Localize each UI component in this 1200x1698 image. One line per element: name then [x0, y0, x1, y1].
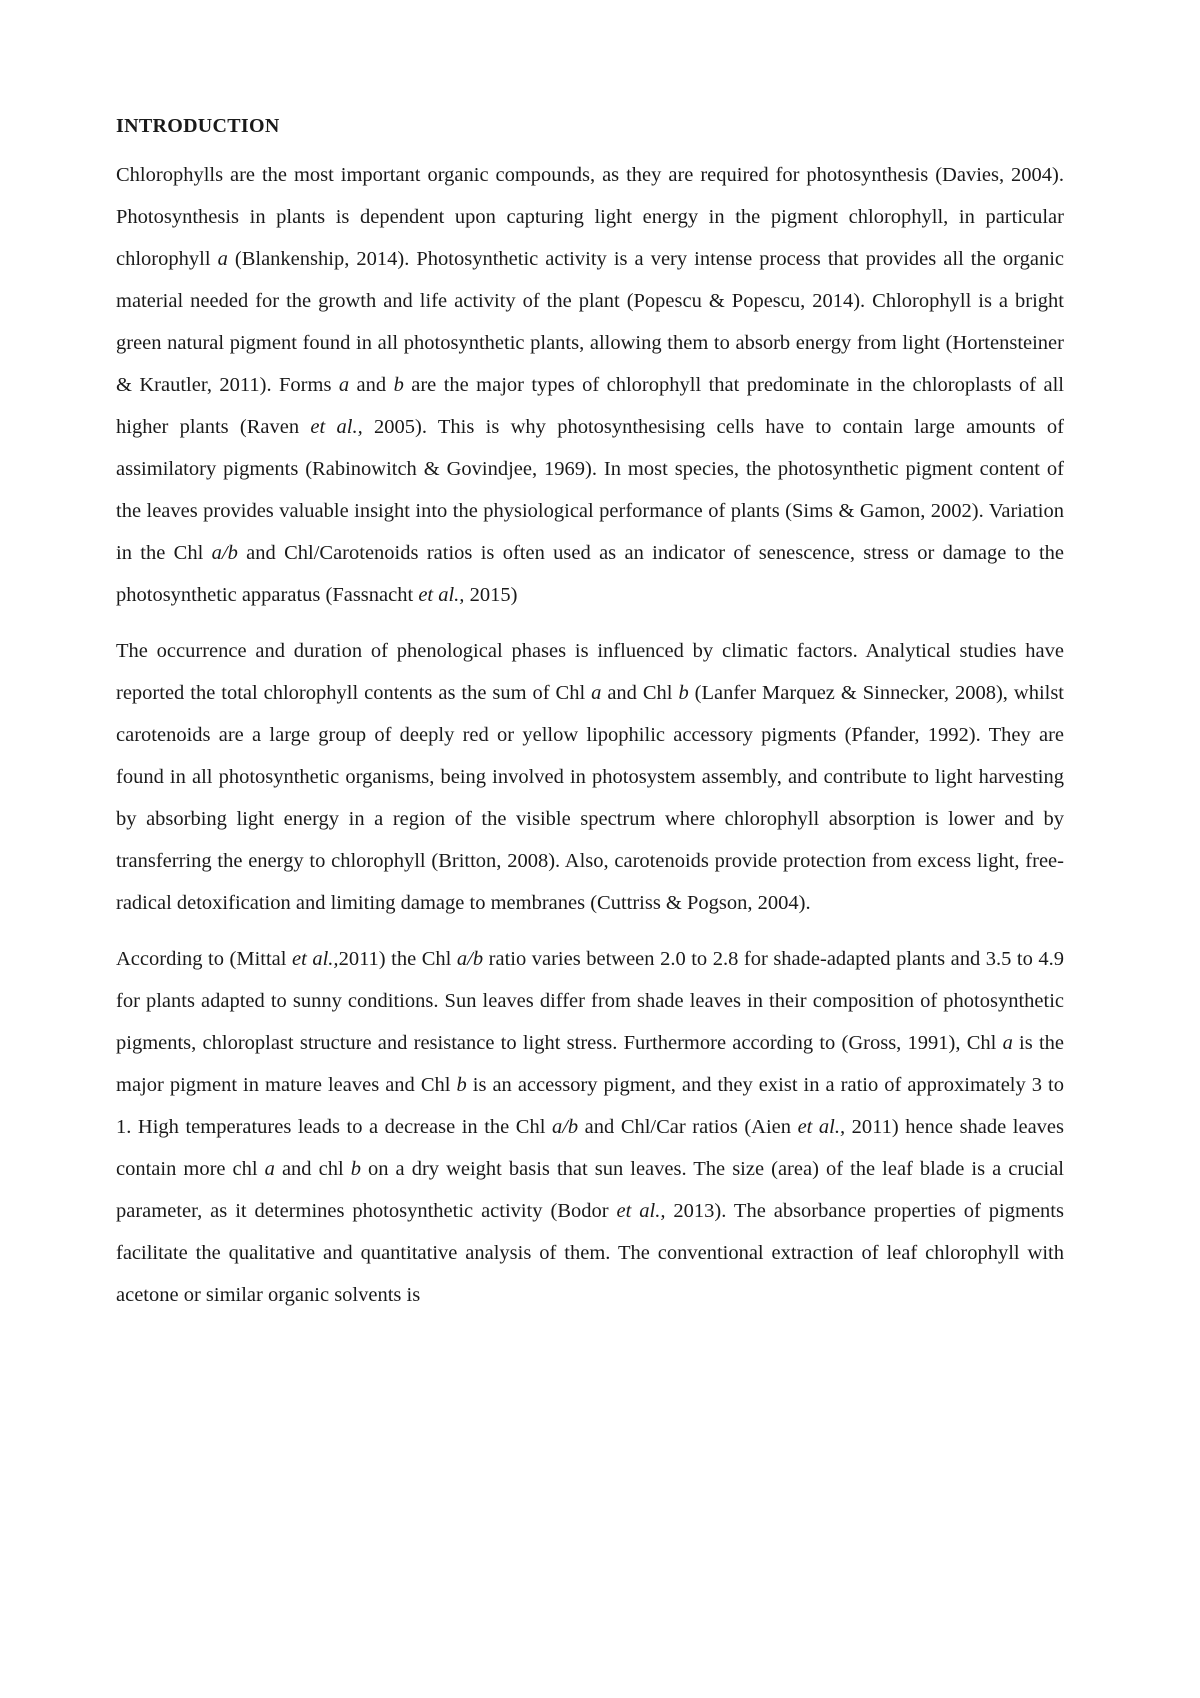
paragraph-3 — [116, 938, 1064, 1316]
text-run: and Chl/Car ratios (Aien — [578, 1116, 798, 1138]
text-run: 2011) hence shade leaves contain more chl — [116, 1116, 1064, 1180]
section-heading: INTRODUCTION — [116, 115, 280, 137]
text-run: 2011) the Chl — [338, 948, 457, 970]
text-run: Chlorophylls are the most important organic compounds, as they are required for photosynthesis (Davies, 2004). Photosynthesis in plants is dependent upon capturing light energy in the pigment chlorophyll, in particular chlorophyll — [116, 164, 1064, 270]
paragraph-1 — [116, 154, 1064, 616]
text-run: and chl — [274, 1158, 351, 1180]
italic-run: a — [264, 1158, 275, 1180]
text-run: (Lanfer Marquez & Sinnecker, 2008), whilst carotenoids are a large group of deeply red or yellow lipophilic accessory pigments (Pfander, 1992). They are found in all photosynthetic organisms, being involved in photosystem assembly, and contribute to light harvesting by absorbing light energy in a region of the visible spectrum where chlorophyll absorption is lower and by transferring the energy to chlorophyll (Britton, 2008). Also, carotenoids provide protection from excess light, free-radical detoxification and limiting damage to membranes (Cuttriss & Pogson, 2004). — [116, 682, 1065, 914]
text-run: on a dry weight basis that sun leaves. The size (area) of the leaf blade is a crucial parameter, as it determines photosynthetic activity (Bodor — [116, 1158, 1064, 1222]
text-run: According to (Mittal — [116, 948, 293, 970]
italic-run: et al., — [797, 1116, 846, 1138]
text-run: 2013). The absorbance properties of pigments facilitate the qualitative and quantitative analysis of them. The conventional extraction of leaf chlorophyll with acetone or similar organic solvents is — [116, 1200, 1064, 1306]
text-run: and — [349, 374, 394, 396]
text-run: 2015) — [464, 584, 518, 606]
document-body — [116, 112, 1064, 1330]
paragraph-2 — [116, 630, 1064, 924]
text-run: and Chl — [601, 682, 679, 704]
italic-run: a — [217, 248, 228, 270]
text-run: (Blankenship, 2014). Photosynthetic activity is a very intense process that provides all the organic material needed for the growth and life activity of the plant (Popescu & Popescu, 2014). Chlorophyll is a bright green natural pigment found in all photosynthetic plants, allowing them to absorb energy from light (Hortensteiner & Krautler, 2011). Forms — [116, 248, 1065, 396]
italic-run: et al., — [292, 948, 339, 970]
italic-run: b — [393, 374, 404, 396]
italic-run: a/b — [211, 542, 238, 564]
italic-run: b — [678, 682, 689, 704]
italic-run: a/b — [456, 948, 484, 970]
italic-run: a — [338, 374, 350, 396]
italic-run: et al., — [310, 416, 363, 438]
italic-run: a/b — [551, 1116, 579, 1138]
text-run: The occurrence and duration of phenological phases is influenced by climatic factors. Analytical studies have reported the total chlorophyll contents as the sum of Chl — [116, 640, 1064, 704]
text-run: 2005). This is why photosynthesising cells have to contain large amounts of assimilatory pigments (Rabinowitch & Govindjee, 1969). In most species, the photosynthetic pigment content of the leaves provides valuable insight into the physiological performance of plants (Sims & Gamon, 2002). Variation in the Chl — [116, 416, 1064, 564]
italic-run: et al., — [418, 584, 465, 606]
italic-run: b — [350, 1158, 361, 1180]
text-run: and Chl/Carotenoids ratios is often used as an indicator of senescence, stress or damage to the photosynthetic apparatus (Fassnacht — [116, 542, 1065, 606]
italic-run: b — [456, 1074, 467, 1096]
italic-run: et al., — [616, 1200, 666, 1222]
text-run: ratio varies between 2.0 to 2.8 for shade-adapted plants and 3.5 to 4.9 for plants adapted to sunny conditions. Sun leaves differ from shade leaves in their composition of photosynthetic pigments, chloroplast structure and resistance to light stress. Furthermore according to (Gross, 1991), Chl — [116, 948, 1065, 1054]
text-run: are the major types of chlorophyll that predominate in the chloroplasts of all higher plants (Raven — [116, 374, 1064, 438]
italic-run: a — [591, 682, 602, 704]
text-run: is an accessory pigment, and they exist in a ratio of approximately 3 to 1. High temperatures leads to a decrease in the Chl — [116, 1074, 1064, 1138]
text-run: is the major pigment in mature leaves and Chl — [116, 1032, 1064, 1096]
italic-run: a — [1002, 1032, 1013, 1054]
